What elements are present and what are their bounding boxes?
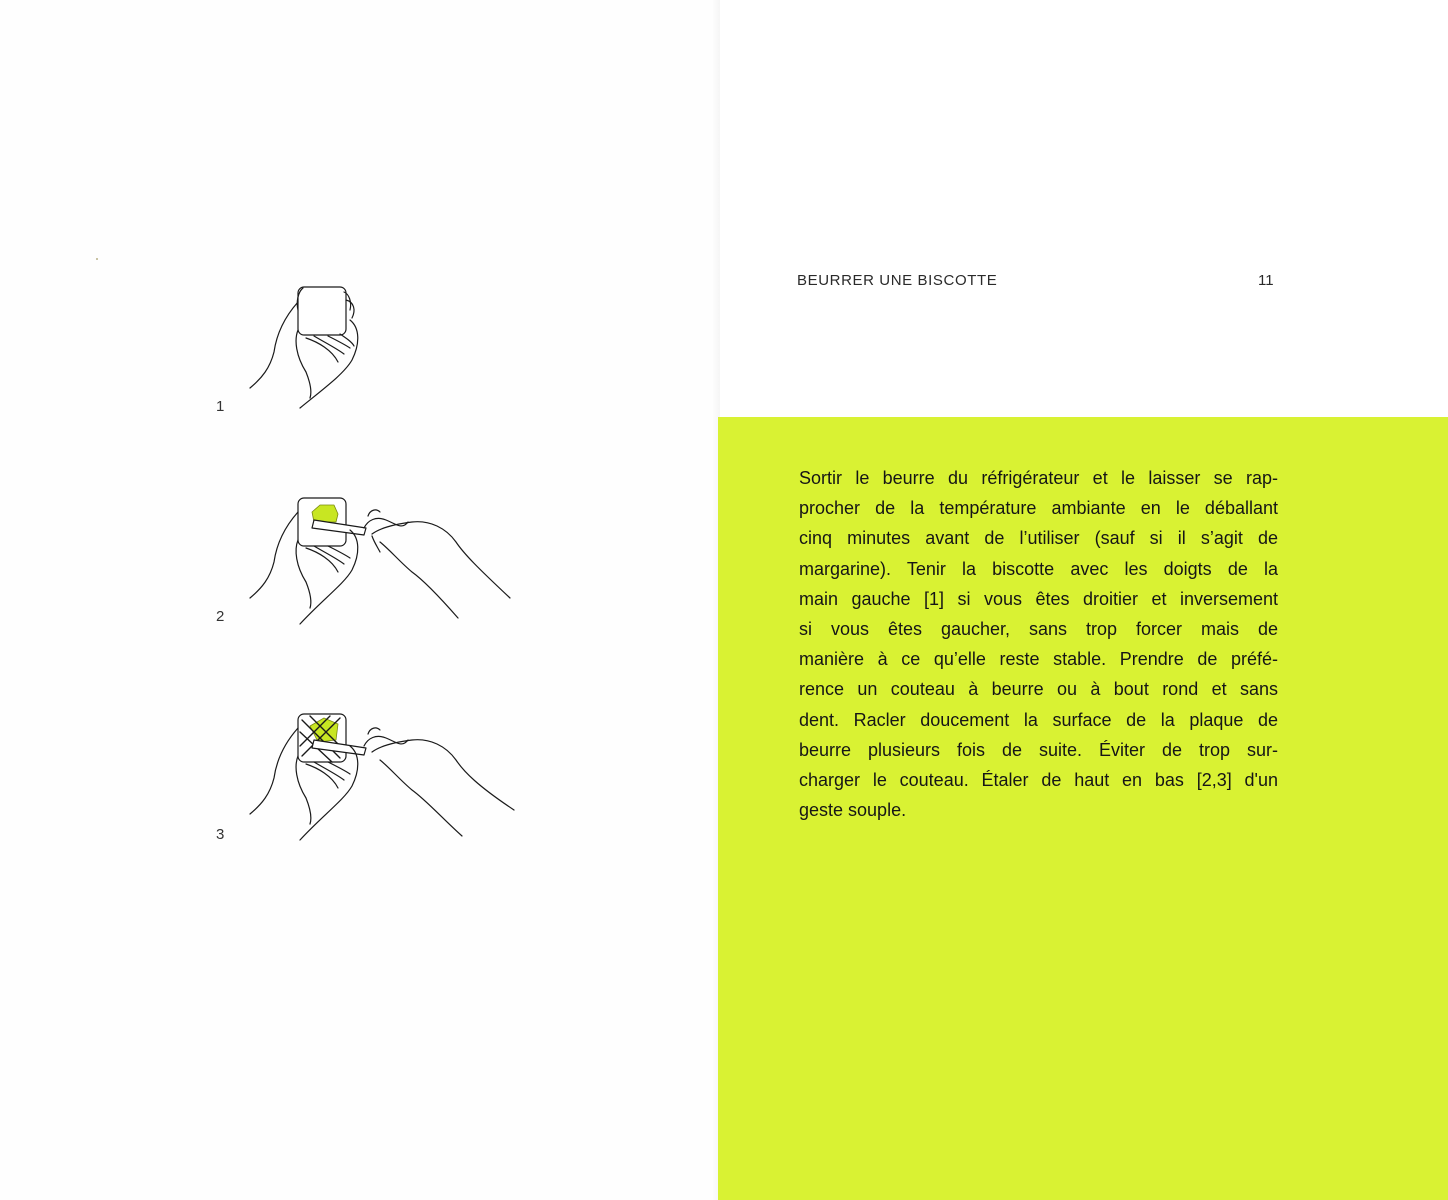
step-number-1: 1 bbox=[216, 398, 225, 415]
text-line: Sortir le beurre du réfrigérateur et le laisser se rap- bbox=[799, 468, 1278, 488]
text-line: manière à ce qu’elle reste stable. Prendre de préfé- bbox=[799, 649, 1278, 670]
illustration-3 bbox=[240, 706, 530, 856]
text-line: geste souple. bbox=[799, 800, 907, 821]
illustration-1 bbox=[240, 280, 530, 430]
running-head: BEURRER UNE BISCOTTE bbox=[797, 272, 998, 289]
illustration-2 bbox=[240, 490, 530, 640]
step-number-3: 3 bbox=[216, 826, 225, 843]
text-line: cinq minutes avant de l’utiliser (sauf si il s’agit de bbox=[799, 528, 1278, 549]
text-line: beurre plusieurs fois de suite. Éviter de trop sur- bbox=[799, 739, 1278, 760]
text-line: procher de la température ambiante en le déballant bbox=[799, 498, 1278, 519]
body-paragraph bbox=[799, 463, 1278, 825]
text-line: si vous êtes gaucher, sans trop forcer mais de bbox=[799, 618, 1278, 639]
left-page bbox=[0, 0, 720, 1200]
spreading-butter-icon bbox=[240, 706, 530, 856]
hand-holding-biscotte-icon bbox=[240, 280, 530, 430]
text-line: main gauche [1] si vous êtes droitier et inversement bbox=[799, 588, 1278, 609]
text-line: dent. Racler doucement la surface de la plaque de bbox=[799, 709, 1278, 730]
text-line: margarine). Tenir la biscotte avec les doigts de la bbox=[799, 558, 1278, 579]
paper-speck bbox=[96, 258, 98, 260]
text-line: rence un couteau à beurre ou à bout rond et sans bbox=[799, 679, 1278, 700]
knife-picking-butter-icon bbox=[240, 490, 530, 640]
page-number: 11 bbox=[1258, 272, 1274, 289]
step-number-2: 2 bbox=[216, 608, 225, 625]
text-line: charger le couteau. Étaler de haut en bas [2,3] d'un bbox=[799, 769, 1278, 790]
